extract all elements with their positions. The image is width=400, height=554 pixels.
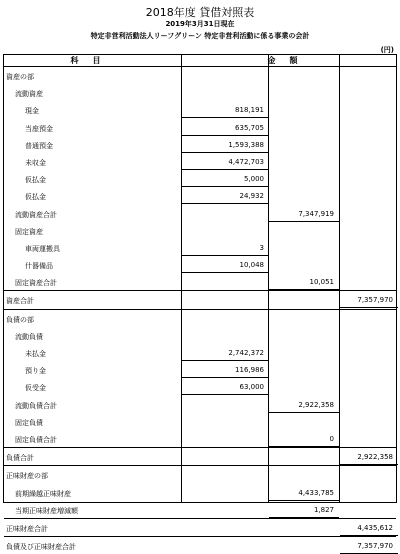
- table-row: [4, 239, 396, 256]
- organization-name: 特定非営利活動法人リーフグリーン 特定非営利活動に係る事業の会計: [90, 32, 310, 40]
- table-row: [4, 222, 396, 239]
- amount-value: 0: [329, 434, 334, 443]
- row-label: 流動負債合計: [15, 401, 57, 410]
- amount-value: 1,827: [313, 505, 334, 514]
- table-row: [4, 187, 396, 204]
- table-row: [4, 344, 396, 361]
- table-row: [4, 447, 396, 465]
- row-label: 現金: [25, 107, 39, 116]
- table-row: [4, 309, 396, 327]
- table-row: [4, 327, 396, 344]
- row-label: 負債合計: [6, 454, 34, 463]
- row-label: 前期繰越正味財産: [15, 489, 71, 498]
- amount-value: 116,986: [235, 366, 264, 375]
- amount-value: 635,705: [235, 123, 264, 132]
- row-label: 未収金: [25, 158, 46, 167]
- table-header: [4, 55, 396, 67]
- table-row: [4, 84, 396, 101]
- row-label: 未払金: [25, 350, 46, 358]
- table-row: [4, 536, 396, 554]
- table-row: [4, 413, 396, 430]
- amount-value: 5,000: [243, 175, 264, 184]
- amount-value: 10,051: [309, 278, 334, 287]
- amount-value: 4,433,785: [298, 488, 334, 497]
- row-label: 仮払金: [25, 193, 46, 202]
- amount-value: 3: [259, 243, 264, 252]
- row-label: 正味財産合計: [6, 524, 48, 533]
- table-row: [4, 205, 396, 222]
- table-row: [4, 378, 396, 395]
- table-row: [4, 465, 396, 483]
- header-item: 科目: [70, 56, 115, 65]
- row-label: 正味財産の部: [6, 472, 48, 481]
- row-label: 資産の部: [6, 73, 34, 81]
- row-label: 固定負債: [15, 418, 43, 427]
- amount-value: 818,191: [235, 106, 264, 115]
- table-row: [4, 101, 396, 118]
- table-row: [4, 518, 396, 536]
- header-amount: 金額: [267, 56, 312, 65]
- amount-cell-underline: [182, 239, 268, 256]
- row-label: 仮受金: [25, 384, 46, 393]
- table-body: [4, 67, 396, 554]
- amount-value: 4,472,703: [228, 157, 264, 166]
- amount-value: 2,742,372: [228, 349, 264, 357]
- table-row: [4, 170, 396, 187]
- table-row: [4, 153, 396, 170]
- currency-unit: (円): [380, 46, 394, 54]
- balance-sheet-table: [3, 54, 397, 552]
- table-row: [4, 501, 396, 518]
- report-title: 2018年度 貸借対照表: [145, 6, 255, 19]
- row-label: 固定資産合計: [15, 279, 57, 288]
- table-row: [4, 484, 396, 501]
- table-row: [4, 256, 396, 273]
- row-label: 車両運搬具: [25, 244, 60, 253]
- amount-value: 4,435,612: [357, 523, 393, 532]
- report-date: 2019年3月31日現在: [165, 20, 235, 28]
- row-label: 固定負債合計: [15, 435, 57, 444]
- amount-value: 2,922,358: [357, 453, 393, 462]
- row-label: 固定資産: [15, 227, 43, 236]
- table-row: [4, 361, 396, 378]
- table-row: [4, 273, 396, 290]
- table-row: [4, 67, 396, 84]
- row-label: 当座預金: [25, 124, 53, 133]
- row-label: 負債の部: [6, 315, 34, 324]
- row-label: 預り金: [25, 367, 46, 376]
- row-label: 流動資産合計: [15, 210, 57, 219]
- amount-value: 2,922,358: [298, 400, 334, 409]
- table-row: [4, 136, 396, 153]
- amount-value: 1,593,388: [228, 140, 264, 149]
- amount-value: 63,000: [239, 383, 264, 392]
- row-label: 流動負債: [15, 332, 43, 341]
- table-row: [4, 119, 396, 136]
- table-row: [4, 430, 396, 447]
- table-row: [4, 290, 396, 308]
- amount-value: 7,357,970: [357, 296, 393, 305]
- row-label: 什器備品: [25, 262, 53, 271]
- row-label: 仮払金: [25, 176, 46, 185]
- row-label: 当期正味財産増減額: [15, 506, 78, 515]
- row-label: 負債及び正味財産合計: [6, 543, 76, 552]
- row-label: 資産合計: [6, 297, 34, 306]
- amount-value: 24,932: [239, 192, 264, 201]
- amount-value: 7,347,919: [298, 209, 334, 218]
- row-label: 流動資産: [15, 90, 43, 99]
- row-label: 普通預金: [25, 141, 53, 150]
- amount-value: 10,048: [239, 261, 264, 270]
- amount-cell-underline: [269, 430, 339, 447]
- amount-value: 7,357,970: [357, 542, 393, 551]
- table-row: [4, 396, 396, 413]
